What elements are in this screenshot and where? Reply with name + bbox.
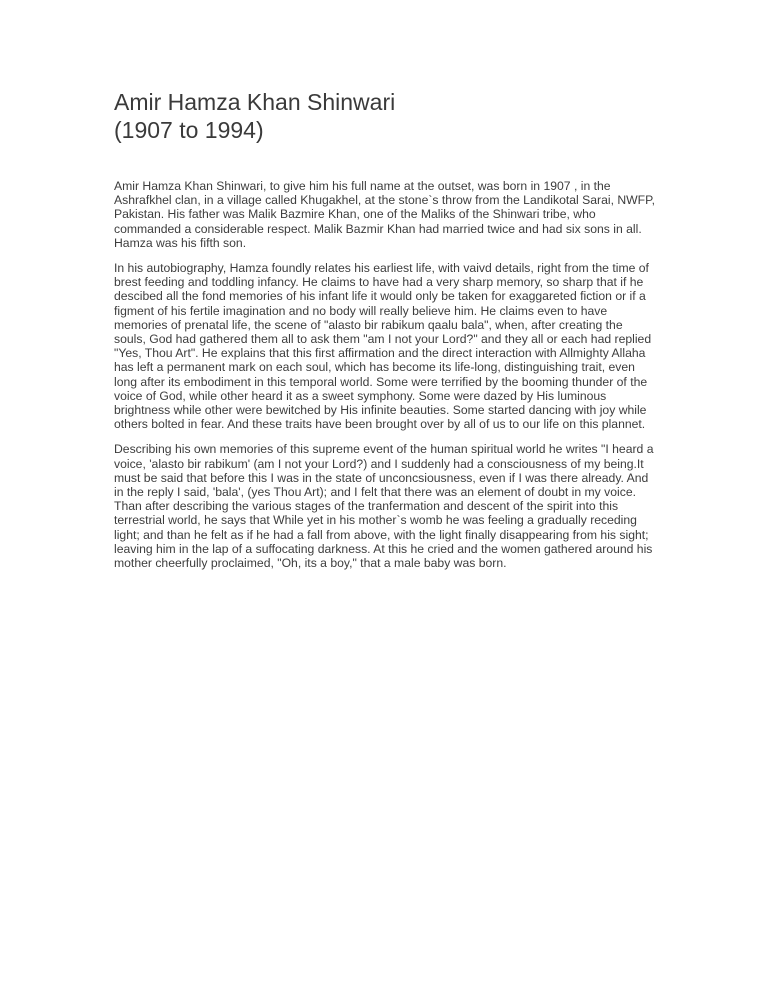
document-title xyxy=(114,88,674,144)
document-body xyxy=(114,179,656,581)
paragraph-memories: Describing his own memories of this supreme event of the human spiritual world he writes "I heard a voice, 'alasto bir rabikum' (am I not your Lord?) and I suddenly had a consciousness of my being.It must be said that before this I was in the state of unconcsiousness, even if I was there already. And in the reply I said, 'bala', (yes Thou Art); and I felt that there was an element of doubt in my voice. Than after describing the various stages of the tranfermation and descent of the spirit into this terrestrial world, he says that While yet in his mother`s womb he was feeling a gradually receding light; and than he felt as if he had a fall from above, with the light finally disappearing from his sight; leaving him in the lap of a suffocating darkness. At this he cried and the women gathered around his mother cheerfully proclaimed, "Oh, its a boy," that a male baby was born. xyxy=(114,442,654,571)
paragraph-autobiography: In his autobiography, Hamza foundly relates his earliest life, with vaivd details, right from the time of brest feeding and toddling infancy. He claims to have had a very sharp memory, so sharp that if he descibed all the fond memories of his infant life it would only be taken for exaggareted fiction or if a figment of his fertile imagination and no body will really believe him. He claims even to have memories of prenatal life, the scene of "alasto bir rabikum qaalu bala", when, after creating the souls, God had gathered them all to ask them "am I not your Lord?" and they all or each had replied "Yes, Thou Art". He explains that this first affirmation and the direct interaction with Allmighty Allaha has left a permanent mark on each soul, which has become its life-long, distinguishing trait, even long after its embodiment in this temporal world. Some were terrified by the booming thunder of the voice of God, while other heard it as a sweet symphony. Some were dazed by His luminous brightness while other were bewitched by His infinite beauties. Some started dancing with joy while others bolted in fear. And these traits have been brought over by all of us to our life on this plannet. xyxy=(114,261,652,432)
title-years: (1907 to 1994) xyxy=(114,117,264,143)
title-name: Amir Hamza Khan Shinwari xyxy=(114,89,396,115)
paragraph-intro: Amir Hamza Khan Shinwari, to give him his full name at the outset, was born in 1907 , in the Ashrafkhel clan, in a village called Khugakhel, at the stone`s throw from the Landikotal Sarai, NWFP, Pakistan. His father was Malik Bazmire Khan, one of the Maliks of the Shinwari tribe, who commanded a considerable respect. Malik Bazmir Khan had married twice and had six sons in all. Hamza was his fifth son. xyxy=(114,179,656,250)
